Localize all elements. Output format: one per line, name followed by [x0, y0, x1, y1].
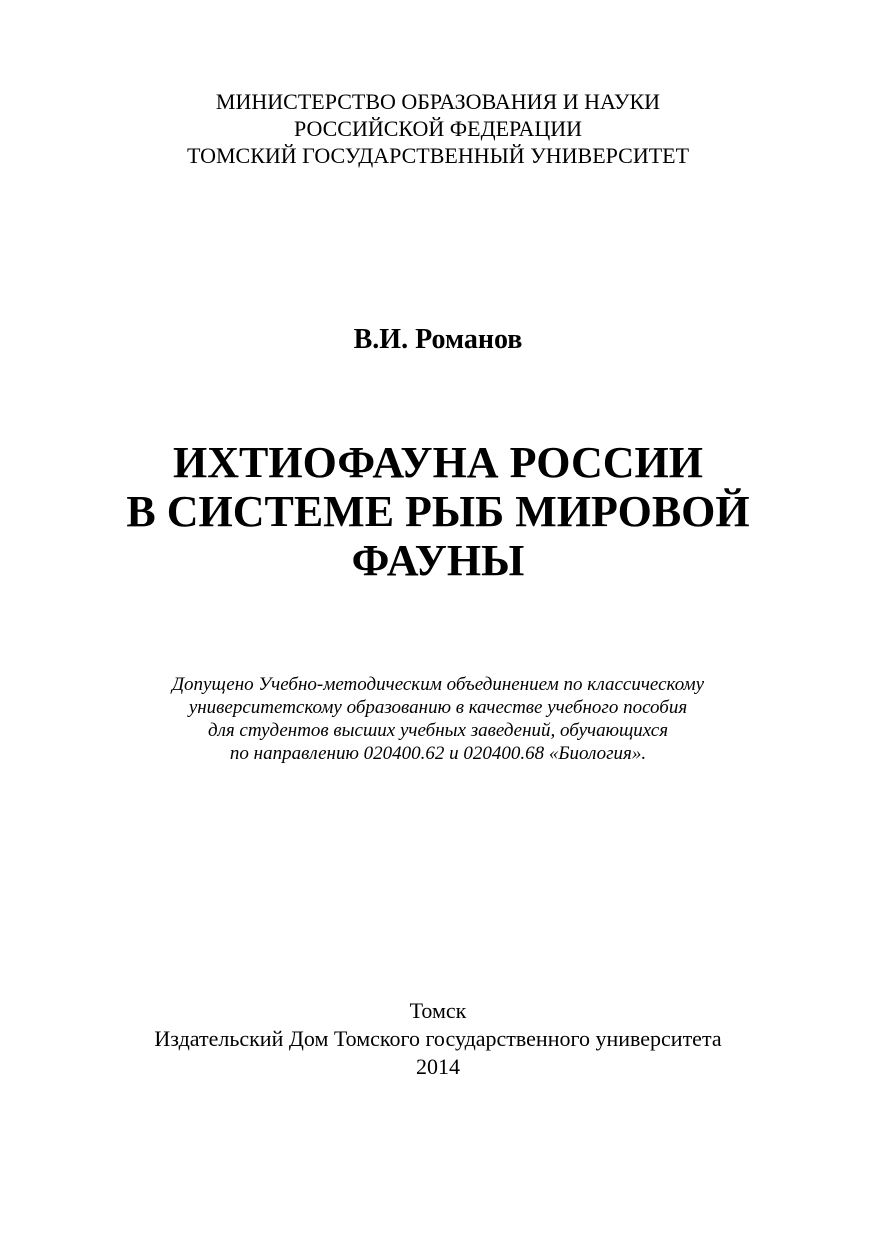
ministry-line: МИНИСТЕРСТВО ОБРАЗОВАНИЯ И НАУКИ [215, 89, 661, 114]
approval-statement [0, 673, 876, 765]
imprint [0, 997, 876, 1081]
book-title-line-1: ИХТИОФАУНА РОССИИ [173, 438, 703, 487]
author-name: В.И. Романов [353, 324, 523, 355]
federation-line: РОССИЙСКОЙ ФЕДЕРАЦИИ [293, 116, 583, 141]
imprint-city: Томск [409, 998, 467, 1023]
imprint-year: 2014 [416, 1054, 460, 1079]
approval-line-2: университетскому образованию в качестве учебного пособия [188, 697, 688, 718]
imprint-publisher: Издательский Дом Томского государственного университета [154, 1026, 722, 1051]
book-title-line-2: В СИСТЕМЕ РЫБ МИРОВОЙ [126, 487, 750, 536]
book-title [0, 438, 876, 585]
approval-line-3: для студентов высших учебных заведений, обучающихся [207, 720, 669, 741]
institution-header [0, 88, 876, 169]
university-line: ТОМСКИЙ ГОСУДАРСТВЕННЫЙ УНИВЕРСИТЕТ [186, 143, 690, 168]
approval-line-4: по направлению 020400.62 и 020400.68 «Биология». [229, 743, 647, 764]
book-title-line-3: ФАУНЫ [351, 536, 525, 585]
approval-line-1: Допущено Учебно-методическим объединением по классическому [171, 674, 705, 695]
